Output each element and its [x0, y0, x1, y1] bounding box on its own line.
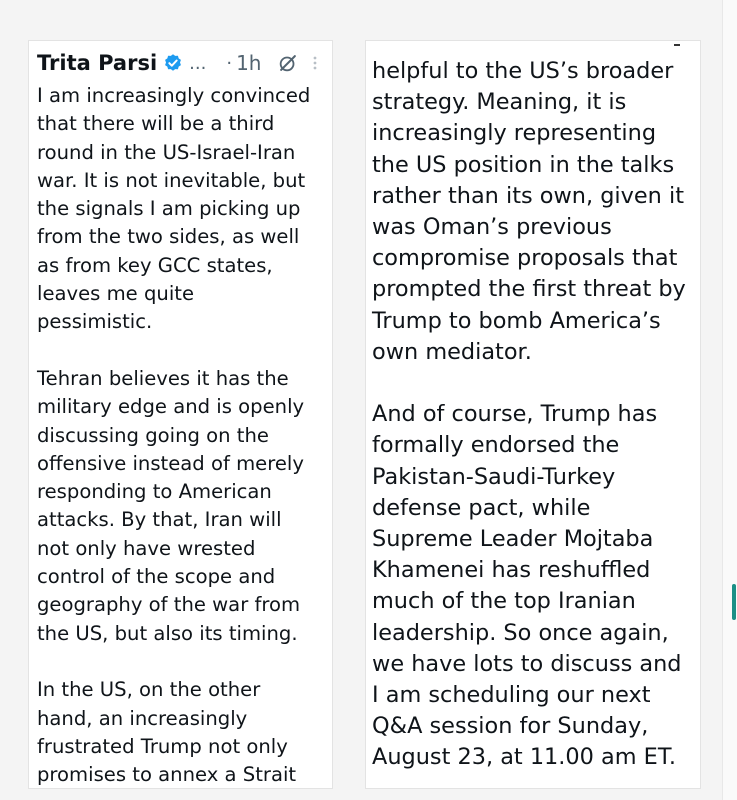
grok-icon[interactable] [277, 52, 299, 74]
left-tweet-panel [28, 40, 333, 789]
author-name[interactable]: Trita Parsi [37, 51, 158, 75]
tweet-timestamp[interactable]: 1h [236, 51, 262, 75]
more-options-icon[interactable] [313, 56, 317, 70]
separator-dot: · [226, 52, 233, 74]
adjacent-panel-edge [722, 0, 737, 800]
tweet-body-text: I am increasingly convinced that there will be a third round in the US-Israel-Iran war. It is not inevitable, but the signals I am picking up from the two sides, as well as from key GCC states, leaves me quite pessimistic. Tehran believes it has the military edge and is openly discussing going on the offensive instead of merely responding to American attacks. By that, Iran will not only have wrested control of the scope and geography of the war from the US, but also its timing. In the US, on the other hand, an increasingly frustrated Trump not only promises to annex a Strait [37, 84, 311, 787]
right-tweet-panel [365, 40, 701, 789]
cropped-text-fragment [674, 44, 680, 46]
tweet-body-text-continued: helpful to the US’s broader strategy. Meaning, it is increasingly representing the US position in the talks rather than its own, given it was Oman’s previous compromise proposals that prompted the first threat by Trump to bomb America’s own mediator. And of course, Trump has formally endorsed the Pakistan-Saudi-Turkey defense pact, while Supreme Leader Mojtaba Khamenei has reshuffled much of the top Iranian leadership. So once again, we have lots to discuss and I am scheduling our next Q&A session for Sunday, August 23, at 11.00 am ET. [372, 58, 686, 771]
edge-accent-mark [732, 584, 736, 620]
tweet-header [37, 49, 317, 77]
author-handle[interactable]: ... [189, 52, 207, 74]
verified-badge-icon [163, 53, 183, 73]
